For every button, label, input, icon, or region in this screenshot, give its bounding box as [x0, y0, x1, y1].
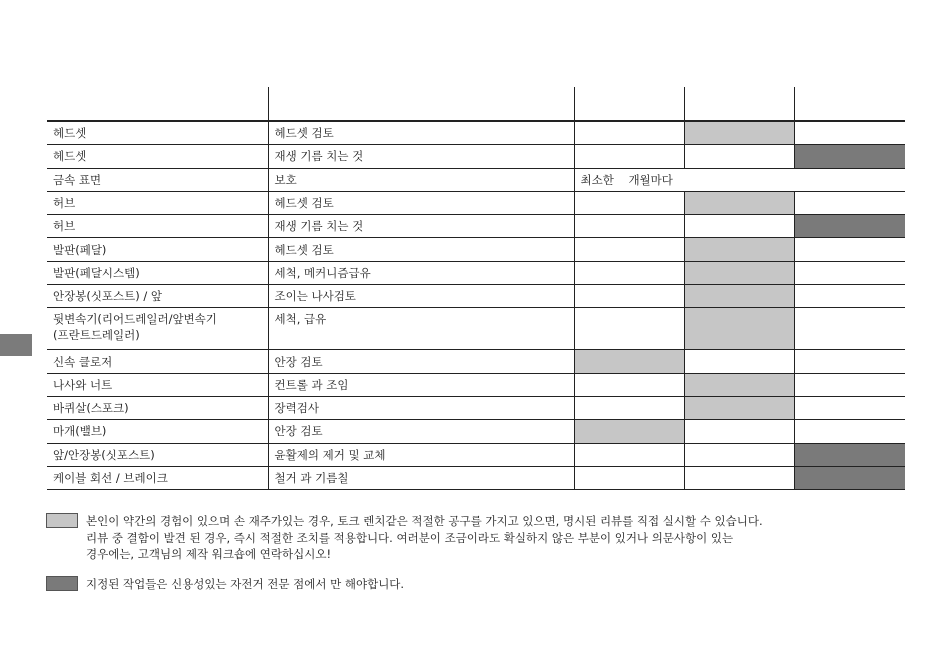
legend-light-line: 경우에는, 고객님의 제작 워크숍에 연락하십시오!: [86, 547, 332, 561]
header-cell: [794, 87, 905, 121]
interval-cell: [794, 215, 905, 238]
interval-cell: [574, 350, 684, 373]
interval-cell: [684, 373, 794, 396]
legend-swatch-dark: [46, 576, 78, 591]
table-header-row: [47, 87, 905, 121]
table-row: [47, 350, 905, 373]
interval-cell: [794, 396, 905, 419]
table-row: [47, 238, 905, 261]
table-row: [47, 215, 905, 238]
table-row: [47, 121, 905, 145]
table-row: [47, 191, 905, 214]
legend-light-line: 본인이 약간의 경험이 있으며 손 재주가있는 경우, 토크 렌치같은 적절한 공구를 가지고 있으면, 명시된 리뷰를 직접 실시할 수 있습니다.: [86, 514, 763, 528]
part-cell: 헤드셋: [47, 121, 268, 145]
part-cell: 마개(밸브): [47, 420, 268, 443]
part-cell: 발판(페달시스템): [47, 261, 268, 284]
interval-cell: [684, 121, 794, 145]
interval-cell: [684, 215, 794, 238]
legend-light-line: 리뷰 중 결함이 발견 된 경우, 즉시 적절한 조치를 적용합니다. 여러분이 조금이라도 확실하지 않은 부분이 있거나 의문사항이 있는: [86, 530, 734, 545]
task-cell: 헤드셋 검토: [268, 191, 574, 214]
part-cell: 바퀴살(스포크): [47, 396, 268, 419]
interval-note-cell: 최소한 개월마다: [574, 168, 905, 191]
interval-cell: [794, 420, 905, 443]
table-row: [47, 261, 905, 284]
header-cell: [268, 87, 574, 121]
header-cell: [684, 87, 794, 121]
interval-cell: [684, 420, 794, 443]
table-row: [47, 168, 905, 191]
task-cell: 세척, 급유: [268, 308, 574, 350]
interval-cell: [574, 261, 684, 284]
header-cell: [47, 87, 268, 121]
table-row: [47, 466, 905, 489]
part-cell: 금속 표면: [47, 168, 268, 191]
part-cell: 신속 클로저: [47, 350, 268, 373]
interval-cell: [684, 191, 794, 214]
section-tab-marker: [0, 334, 32, 356]
interval-cell: [684, 238, 794, 261]
interval-cell: [684, 261, 794, 284]
interval-cell: [574, 308, 684, 350]
interval-cell: [794, 121, 905, 145]
part-cell: 케이블 회선 / 브레이크: [47, 466, 268, 489]
table-row: [47, 396, 905, 419]
interval-cell: [574, 121, 684, 145]
header-cell: [574, 87, 684, 121]
interval-cell: [794, 261, 905, 284]
interval-cell: [794, 238, 905, 261]
legend-dark: [46, 576, 946, 594]
table-row: [47, 308, 905, 350]
interval-cell: [794, 308, 905, 350]
interval-cell: [794, 466, 905, 489]
legend-swatch-light: [46, 513, 78, 528]
interval-cell: [684, 285, 794, 308]
part-cell: 뒷변속기(리어드레일러/앞변속기 (프란트드레일러): [47, 308, 268, 350]
interval-cell: [574, 215, 684, 238]
table-row: [47, 373, 905, 396]
task-cell: 안장 검토: [268, 420, 574, 443]
legend-dark-text: 지정된 작업들은 신용성있는 자전거 전문 점에서 만 해야합니다.: [86, 577, 405, 591]
part-cell: 허브: [47, 215, 268, 238]
interval-cell: [574, 145, 684, 168]
task-cell: 재생 기름 치는 것: [268, 145, 574, 168]
interval-cell: [684, 350, 794, 373]
interval-cell: [574, 443, 684, 466]
task-cell: 컨트롤 과 조임: [268, 373, 574, 396]
interval-cell: [794, 191, 905, 214]
interval-cell: [574, 396, 684, 419]
interval-cell: [574, 466, 684, 489]
task-cell: 재생 기름 치는 것: [268, 215, 574, 238]
interval-cell: [684, 443, 794, 466]
legend-light-text: [86, 513, 936, 563]
part-cell: 발판(페달): [47, 238, 268, 261]
interval-cell: [794, 350, 905, 373]
interval-cell: [684, 396, 794, 419]
part-cell: 안장봉(싯포스트) / 앞: [47, 285, 268, 308]
part-cell: 헤드셋: [47, 145, 268, 168]
task-cell: 장력검사: [268, 396, 574, 419]
task-cell: 윤활제의 제거 및 교체: [268, 443, 574, 466]
interval-cell: [794, 145, 905, 168]
task-cell: 헤드셋 검토: [268, 121, 574, 145]
table-row: [47, 420, 905, 443]
interval-cell: [684, 308, 794, 350]
task-cell: 철거 과 기름칠: [268, 466, 574, 489]
interval-cell: [574, 420, 684, 443]
interval-cell: [574, 373, 684, 396]
task-cell: 보호: [268, 168, 574, 191]
task-cell: 안장 검토: [268, 350, 574, 373]
task-cell: 헤드셋 검토: [268, 238, 574, 261]
task-cell: 조이는 나사검토: [268, 285, 574, 308]
part-cell: 앞/안장봉(싯포스트): [47, 443, 268, 466]
table-row: [47, 285, 905, 308]
table-row: [47, 145, 905, 168]
legend-light: [46, 513, 946, 565]
interval-cell: [684, 466, 794, 489]
interval-cell: [574, 191, 684, 214]
interval-cell: [574, 238, 684, 261]
interval-cell: [794, 443, 905, 466]
task-cell: 세척, 메커니즘급유: [268, 261, 574, 284]
interval-cell: [794, 373, 905, 396]
maintenance-table: [47, 87, 905, 490]
interval-cell: [574, 285, 684, 308]
interval-cell: [684, 145, 794, 168]
part-cell: 나사와 너트: [47, 373, 268, 396]
interval-cell: [794, 285, 905, 308]
table-row: [47, 443, 905, 466]
part-cell: 허브: [47, 191, 268, 214]
